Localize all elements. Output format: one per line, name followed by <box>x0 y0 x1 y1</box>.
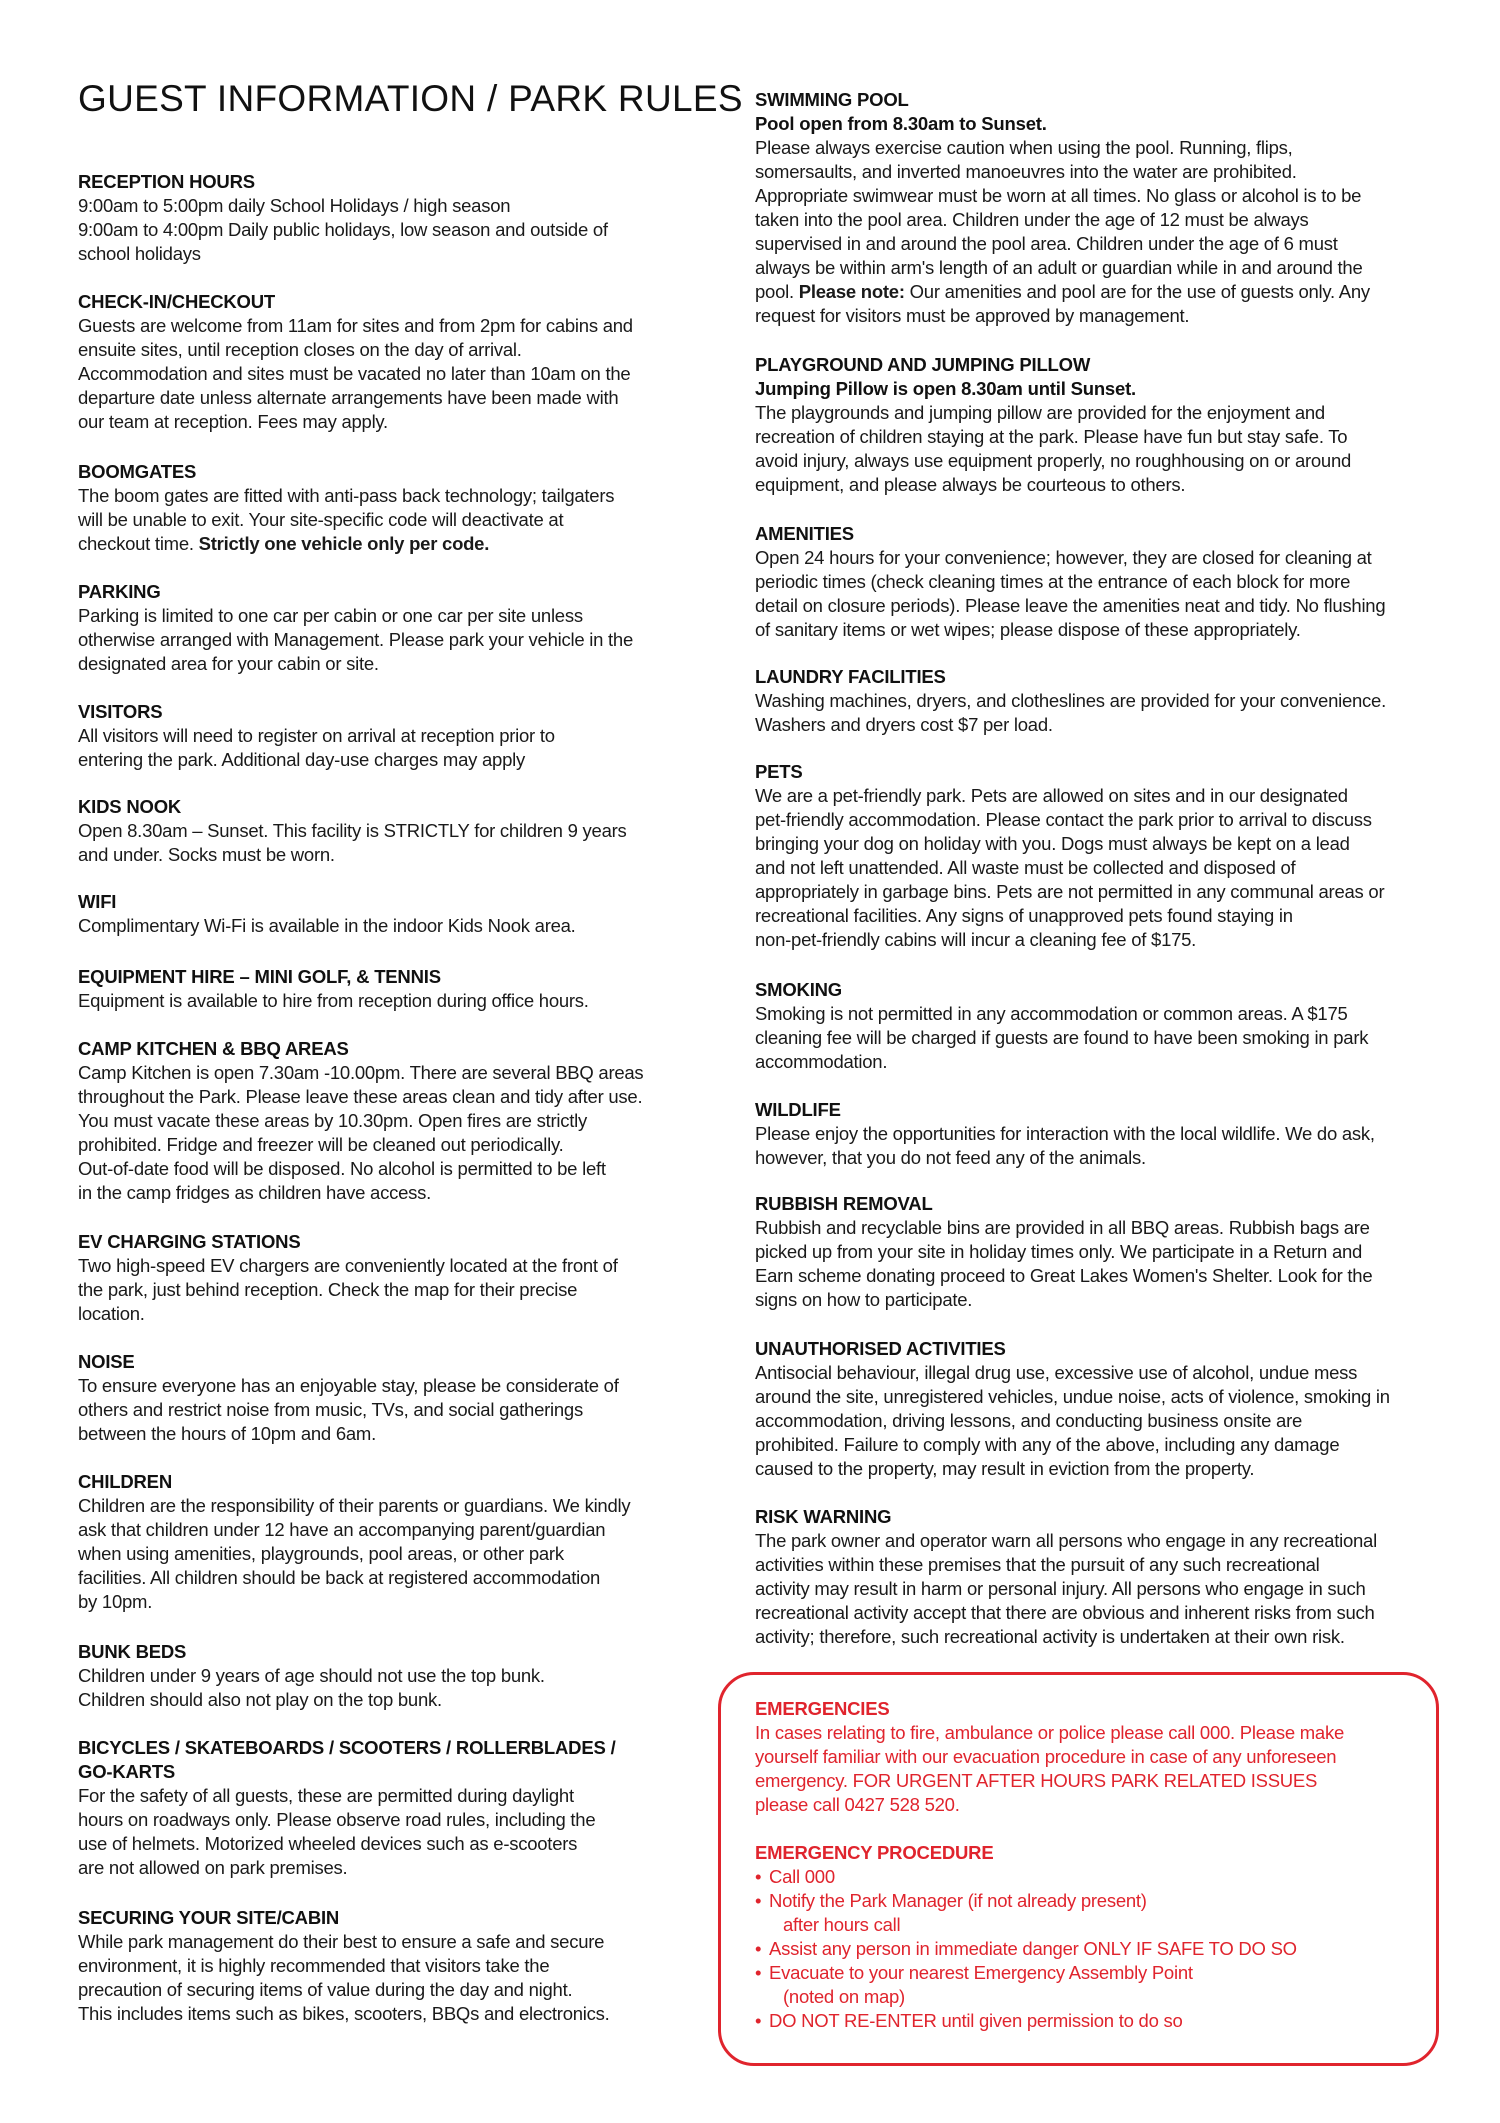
body-line: For the safety of all guests, these are permitted during daylight <box>78 1785 574 1806</box>
body-line: bringing your dog on holiday with you. Dogs must always be kept on a lead <box>755 833 1350 854</box>
body-line: equipment, and please always be courteous to others. <box>755 474 1186 495</box>
body-line: location. <box>78 1303 145 1324</box>
section-left-12 <box>78 1640 698 1712</box>
body-line: recreational activity accept that there are obvious and inherent risks from such <box>755 1602 1375 1623</box>
body-line: Washing machines, dryers, and clotheslines are provided for your convenience. <box>755 690 1386 711</box>
body-line: Earn scheme donating proceed to Great Lakes Women's Shelter. Look for the <box>755 1265 1373 1286</box>
section-heading: RUBBISH REMOVAL <box>755 1193 933 1214</box>
procedure-step-text: Call 000 <box>769 1866 835 1887</box>
emergency-line: emergency. FOR URGENT AFTER HOURS PARK RELATED ISSUES <box>755 1770 1318 1791</box>
section-heading: LAUNDRY FACILITIES <box>755 666 946 687</box>
procedure-step-text: DO NOT RE-ENTER until given permission to do so <box>769 2010 1183 2031</box>
body-line: All visitors will need to register on arrival at reception prior to <box>78 725 555 746</box>
body-line: when using amenities, playgrounds, pool areas, or other park <box>78 1543 564 1564</box>
body-line: throughout the Park. Please leave these areas clean and tidy after use. <box>78 1086 643 1107</box>
body-line: Parking is limited to one car per cabin or one car per site unless <box>78 605 583 626</box>
section-right-5 <box>755 978 1455 1074</box>
bullet-icon: • <box>755 1890 762 1911</box>
bullet-icon: • <box>755 2010 762 2031</box>
body-line: picked up from your site in holiday times only. We participate in a Return and <box>755 1241 1363 1262</box>
section-left-9 <box>78 1230 698 1326</box>
body-line: accommodation, driving lessons, and conducting business onsite are <box>755 1410 1303 1431</box>
body-line: Please always exercise caution when using the pool. Running, flips, <box>755 137 1293 158</box>
section-heading: PLAYGROUND AND JUMPING PILLOW <box>755 354 1091 375</box>
procedure-step-text: Assist any person in immediate danger ONLY IF SAFE TO DO SO <box>769 1938 1297 1959</box>
procedure-step-cont: (noted on map) <box>783 1986 905 2007</box>
procedure-step <box>755 1889 1455 1937</box>
procedure-step-cont: after hours call <box>783 1914 901 1935</box>
section-heading: SMOKING <box>755 979 842 1000</box>
body-text: pool. <box>755 281 799 302</box>
emergency-heading: EMERGENCIES <box>755 1698 890 1719</box>
body-line: Antisocial behaviour, illegal drug use, excessive use of alcohol, undue mess <box>755 1362 1358 1383</box>
body-line: recreation of children staying at the park. Please have fun but stay safe. To <box>755 426 1348 447</box>
section-heading: RISK WARNING <box>755 1506 892 1527</box>
section-left-6 <box>78 890 698 938</box>
body-line: always be within arm's length of an adult or guardian while in and around the <box>755 257 1363 278</box>
body-line: The playgrounds and jumping pillow are provided for the enjoyment and <box>755 402 1325 423</box>
section-right-2 <box>755 522 1455 642</box>
body-line: of sanitary items or wet wipes; please dispose of these appropriately. <box>755 619 1301 640</box>
body-line: Accommodation and sites must be vacated no later than 10am on the <box>78 363 631 384</box>
emergency-line: yourself familiar with our evacuation procedure in case of any unforeseen <box>755 1746 1337 1767</box>
section-heading: WIFI <box>78 891 117 912</box>
body-line: Smoking is not permitted in any accommodation or common areas. A $175 <box>755 1003 1348 1024</box>
body-line: Equipment is available to hire from reception during office hours. <box>78 990 589 1011</box>
section-heading: PETS <box>755 761 803 782</box>
body-line: Out-of-date food will be disposed. No alcohol is permitted to be left <box>78 1158 606 1179</box>
section-left-1 <box>78 290 698 434</box>
section-left-10 <box>78 1350 698 1446</box>
body-line: prohibited. Failure to comply with any of the above, including any damage <box>755 1434 1340 1455</box>
section-heading: CAMP KITCHEN & BBQ AREAS <box>78 1038 349 1059</box>
section-heading: VISITORS <box>78 701 163 722</box>
body-line: non-pet-friendly cabins will incur a cleaning fee of $175. <box>755 929 1197 950</box>
section-subheading: Jumping Pillow is open 8.30am until Sunset. <box>755 378 1136 399</box>
body-line: the park, just behind reception. Check the map for their precise <box>78 1279 578 1300</box>
emergency-content <box>755 1697 1455 2033</box>
body-line: and not left unattended. All waste must be collected and disposed of <box>755 857 1296 878</box>
body-line: Guests are welcome from 11am for sites and from 2pm for cabins and <box>78 315 633 336</box>
section-left-8 <box>78 1037 698 1205</box>
procedure-step-text: Notify the Park Manager (if not already present) <box>769 1890 1147 1911</box>
body-line: our team at reception. Fees may apply. <box>78 411 388 432</box>
body-line: otherwise arranged with Management. Please park your vehicle in the <box>78 629 634 650</box>
section-heading: CHECK-IN/CHECKOUT <box>78 291 276 312</box>
body-line: will be unable to exit. Your site-specific code will deactivate at <box>78 509 564 530</box>
body-line: around the site, unregistered vehicles, undue noise, acts of violence, smoking in <box>755 1386 1390 1407</box>
section-right-7 <box>755 1192 1455 1312</box>
section-left-7 <box>78 965 698 1013</box>
body-line: We are a pet-friendly park. Pets are allowed on sites and in our designated <box>755 785 1348 806</box>
body-line: Appropriate swimwear must be worn at all times. No glass or alcohol is to be <box>755 185 1362 206</box>
body-line: however, that you do not feed any of the animals. <box>755 1147 1146 1168</box>
bullet-icon: • <box>755 1866 762 1887</box>
body-line: detail on closure periods). Please leave the amenities neat and tidy. No flushing <box>755 595 1386 616</box>
section-subheading: Pool open from 8.30am to Sunset. <box>755 113 1047 134</box>
body-line: prohibited. Fridge and freezer will be cleaned out periodically. <box>78 1134 564 1155</box>
body-line: Open 8.30am – Sunset. This facility is STRICTLY for children 9 years <box>78 820 627 841</box>
body-strong: Please note: <box>798 281 905 302</box>
body-line: Complimentary Wi-Fi is available in the indoor Kids Nook area. <box>78 915 576 936</box>
body-line: entering the park. Additional day-use charges may apply <box>78 749 525 770</box>
body-line: Washers and dryers cost $7 per load. <box>755 714 1053 735</box>
body-line-mixed <box>78 532 698 556</box>
body-line: accommodation. <box>755 1051 888 1072</box>
body-line: supervised in and around the pool area. Children under the age of 6 must <box>755 233 1338 254</box>
section-left-5 <box>78 795 698 867</box>
body-line: Two high-speed EV chargers are conveniently located at the front of <box>78 1255 618 1276</box>
body-line: departure date unless alternate arrangements have been made with <box>78 387 619 408</box>
body-line: environment, it is highly recommended that visitors take the <box>78 1955 550 1976</box>
section-right-4 <box>755 760 1455 952</box>
emergency-procedure-heading: EMERGENCY PROCEDURE <box>755 1842 994 1863</box>
procedure-step <box>755 1865 1455 1889</box>
section-heading: PARKING <box>78 581 161 602</box>
section-left-4 <box>78 700 698 772</box>
section-heading: WILDLIFE <box>755 1099 841 1120</box>
procedure-step <box>755 1961 1455 2009</box>
procedure-step <box>755 1937 1455 1961</box>
section-heading: BICYCLES / SKATEBOARDS / SCOOTERS / ROLLERBLADES / <box>78 1737 616 1758</box>
body-line: Camp Kitchen is open 7.30am -10.00pm. There are several BBQ areas <box>78 1062 644 1083</box>
body-line: between the hours of 10pm and 6am. <box>78 1423 376 1444</box>
body-line: by 10pm. <box>78 1591 153 1612</box>
section-right-6 <box>755 1098 1455 1170</box>
body-line: hours on roadways only. Please observe road rules, including the <box>78 1809 596 1830</box>
section-heading: AMENITIES <box>755 523 854 544</box>
body-strong: Strictly one vehicle only per code. <box>198 533 490 554</box>
body-line: activities within these premises that the pursuit of any such recreational <box>755 1554 1320 1575</box>
body-line: 9:00am to 5:00pm daily School Holidays / high season <box>78 195 511 216</box>
body-line: designated area for your cabin or site. <box>78 653 379 674</box>
body-line: Open 24 hours for your convenience; however, they are closed for cleaning at <box>755 547 1372 568</box>
body-line: caused to the property, may result in eviction from the property. <box>755 1458 1255 1479</box>
section-left-13 <box>78 1736 698 1880</box>
body-line: taken into the pool area. Children under the age of 12 must be always <box>755 209 1309 230</box>
emergency-procedure-list <box>755 1865 1455 2033</box>
bullet-icon: • <box>755 1962 762 1983</box>
body-line: You must vacate these areas by 10.30pm. Open fires are strictly <box>78 1110 588 1131</box>
emergency-line: please call 0427 528 520. <box>755 1794 960 1815</box>
body-line: 9:00am to 4:00pm Daily public holidays, low season and outside of <box>78 219 608 240</box>
section-heading-cont: GO-KARTS <box>78 1761 176 1782</box>
body-line: ask that children under 12 have an accompanying parent/guardian <box>78 1519 606 1540</box>
body-line: avoid injury, always use equipment properly, no roughhousing on or around <box>755 450 1352 471</box>
section-heading: SECURING YOUR SITE/CABIN <box>78 1907 340 1928</box>
body-line: cleaning fee will be charged if guests are found to have been smoking in park <box>755 1027 1369 1048</box>
section-heading: CHILDREN <box>78 1471 172 1492</box>
body-line-mixed <box>755 280 1455 304</box>
section-heading: EQUIPMENT HIRE – MINI GOLF, & TENNIS <box>78 966 441 987</box>
body-line: request for visitors must be approved by management. <box>755 305 1190 326</box>
section-heading: NOISE <box>78 1351 135 1372</box>
body-line: This includes items such as bikes, scooters, BBQs and electronics. <box>78 2003 610 2024</box>
body-text: Our amenities and pool are for the use of guests only. Any <box>904 281 1370 302</box>
procedure-step-text: Evacuate to your nearest Emergency Assembly Point <box>769 1962 1193 1983</box>
section-heading: EV CHARGING STATIONS <box>78 1231 301 1252</box>
page-title: GUEST INFORMATION / PARK RULES <box>78 78 743 119</box>
body-line: others and restrict noise from music, TVs, and social gatherings <box>78 1399 583 1420</box>
body-line: facilities. All children should be back at registered accommodation <box>78 1567 601 1588</box>
section-heading: SWIMMING POOL <box>755 89 909 110</box>
body-line: The boom gates are fitted with anti-pass back technology; tailgaters <box>78 485 615 506</box>
body-line: signs on how to participate. <box>755 1289 973 1310</box>
bullet-icon: • <box>755 1938 762 1959</box>
section-heading: BOOMGATES <box>78 461 197 482</box>
procedure-step <box>755 2009 1455 2033</box>
body-line: The park owner and operator warn all persons who engage in any recreational <box>755 1530 1377 1551</box>
body-line: periodic times (check cleaning times at the entrance of each block for more <box>755 571 1351 592</box>
body-line: are not allowed on park premises. <box>78 1857 348 1878</box>
body-line: Please enjoy the opportunities for interaction with the local wildlife. We do ask, <box>755 1123 1375 1144</box>
section-left-11 <box>78 1470 698 1614</box>
body-line: recreational facilities. Any signs of unapproved pets found staying in <box>755 905 1293 926</box>
body-line: precaution of securing items of value during the day and night. <box>78 1979 573 2000</box>
body-line: Children should also not play on the top bunk. <box>78 1689 442 1710</box>
body-line: While park management do their best to ensure a safe and secure <box>78 1931 605 1952</box>
section-right-1 <box>755 353 1455 497</box>
body-line: school holidays <box>78 243 201 264</box>
section-heading: UNAUTHORISED ACTIVITIES <box>755 1338 1006 1359</box>
body-line: appropriately in garbage bins. Pets are not permitted in any communal areas or <box>755 881 1385 902</box>
section-right-3 <box>755 665 1455 737</box>
section-heading: KIDS NOOK <box>78 796 182 817</box>
body-line: To ensure everyone has an enjoyable stay, please be considerate of <box>78 1375 619 1396</box>
body-line: activity; therefore, such recreational activity is undertaken at their own risk. <box>755 1626 1345 1647</box>
section-heading: RECEPTION HOURS <box>78 171 255 192</box>
body-line: pet-friendly accommodation. Please contact the park prior to arrival to discuss <box>755 809 1372 830</box>
body-line: Children are the responsibility of their parents or guardians. We kindly <box>78 1495 631 1516</box>
body-line: use of helmets. Motorized wheeled devices such as e-scooters <box>78 1833 578 1854</box>
section-right-0 <box>755 88 1455 328</box>
body-line: Rubbish and recyclable bins are provided in all BBQ areas. Rubbish bags are <box>755 1217 1370 1238</box>
body-line: somersaults, and inverted manoeuvres into the water are prohibited. <box>755 161 1297 182</box>
body-line: ensuite sites, until reception closes on the day of arrival. <box>78 339 522 360</box>
body-line: activity may result in harm or personal injury. All persons who engage in such <box>755 1578 1366 1599</box>
section-left-2 <box>78 460 698 556</box>
body-text: checkout time. <box>78 533 199 554</box>
section-heading: BUNK BEDS <box>78 1641 187 1662</box>
body-line: and under. Socks must be worn. <box>78 844 335 865</box>
body-line: in the camp fridges as children have access. <box>78 1182 432 1203</box>
section-left-14 <box>78 1906 698 2026</box>
section-right-8 <box>755 1337 1455 1481</box>
body-line: Children under 9 years of age should not use the top bunk. <box>78 1665 545 1686</box>
section-left-0 <box>78 170 698 266</box>
section-left-3 <box>78 580 698 676</box>
emergency-line: In cases relating to fire, ambulance or police please call 000. Please make <box>755 1722 1345 1743</box>
section-right-9 <box>755 1505 1455 1649</box>
